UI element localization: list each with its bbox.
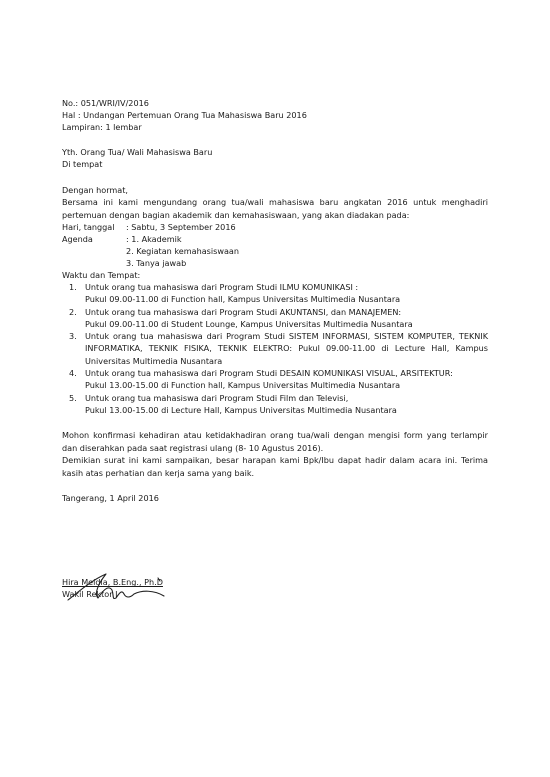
list-item-detail: Pukul 13.00-15.00 di Function hall, Kampus Universitas Multimedia Nusantara bbox=[85, 380, 401, 391]
list-item-number: 3. bbox=[69, 331, 77, 342]
list-item bbox=[62, 306, 488, 331]
recipient-place: Di tempat bbox=[62, 159, 103, 169]
list-item-program: Untuk orang tua mahasiswa dari Program Studi ILMU KOMUNIKASI : bbox=[85, 282, 359, 292]
list-item-program: Untuk orang tua mahasiswa dari Program Studi Film dan Televisi, bbox=[85, 392, 349, 403]
recipient: Yth. Orang Tua/ Wali Mahasiswa Baru bbox=[62, 147, 213, 157]
letter-attachment: Lampiran: 1 lembar bbox=[62, 122, 142, 132]
list-item-number: 5. bbox=[69, 392, 77, 403]
agenda-item: 3. Tanya jawab bbox=[126, 258, 187, 268]
signatory-name: Hira Meidia, B.Eng., Ph.D bbox=[62, 577, 163, 588]
handwritten-signature bbox=[62, 566, 182, 616]
confirmation-paragraph: Mohon konfirmasi kehadiran atau ketidakhadiran orang tua/wali dengan mengisi form yang terlampir dan diserahkan pada saat registrasi ulang (8- 10 Agustus 2016). bbox=[62, 430, 488, 453]
letter-page bbox=[62, 97, 488, 600]
list-item-program: Untuk orang tua mahasiswa dari Program Studi DESAIN KOMUNIKASI VISUAL, ARSITEKTUR: bbox=[85, 368, 453, 379]
schedule-list bbox=[62, 281, 488, 416]
letter-subject: Hal : Undangan Pertemuan Orang Tua Mahasiswa Baru 2016 bbox=[62, 110, 307, 120]
list-item-detail: Pukul 13.00-15.00 di Lecture Hall, Kampus Universitas Multimedia Nusantara bbox=[85, 404, 397, 415]
date-row bbox=[62, 221, 488, 233]
agenda-row bbox=[62, 233, 488, 245]
agenda-item: : 1. Akademik bbox=[126, 234, 182, 244]
signature-dot bbox=[158, 578, 160, 581]
schedule-heading: Waktu dan Tempat: bbox=[62, 270, 141, 280]
letter-number: No.: 051/WRI/IV/2016 bbox=[62, 98, 149, 108]
list-item-number: 4. bbox=[69, 368, 77, 379]
signature-stroke bbox=[68, 574, 164, 600]
list-item bbox=[62, 281, 488, 306]
list-item bbox=[62, 392, 488, 417]
agenda-item: 2. Kegiatan kemahasiswaan bbox=[126, 246, 240, 256]
list-item-number: 1. bbox=[69, 282, 77, 292]
list-item-detail: Pukul 09.00-11.00 di Function hall, Kampus Universitas Multimedia Nusantara bbox=[85, 294, 401, 305]
list-item-program: Untuk orang tua mahasiswa dari Program Studi AKUNTANSI, dan MANAJEMEN: bbox=[85, 306, 402, 317]
agenda-label: Agenda bbox=[62, 234, 93, 244]
list-item-program: Untuk orang tua mahasiswa dari Program Studi SISTEM INFORMASI, SISTEM KOMPUTER, TEKNIK INFORMATIKA, TEKNIK FISIKA, TEKNIK ELEKTRO: Pukul 09.00-11.00 di Lecture Hall, Kampus Universitas Multimedia Nusantara bbox=[85, 331, 488, 366]
list-item-detail: Pukul 09.00-11.00 di Student Lounge, Kampus Universitas Multimedia Nusantara bbox=[85, 318, 413, 329]
closing-paragraph: Demikian surat ini kami sampaikan, besar harapan kami Bpk/Ibu dapat hadir dalam acara ini. Terima kasih atas perhatian dan kerja sama yang baik. bbox=[62, 455, 488, 478]
place-date: Tangerang, 1 April 2016 bbox=[62, 493, 159, 504]
list-item bbox=[62, 367, 488, 392]
date-label: Hari, tanggal bbox=[62, 222, 115, 232]
intro-paragraph: Bersama ini kami mengundang orang tua/wali mahasiswa baru angkatan 2016 untuk menghadiri pertemuan dengan bagian akademik dan kemahasiswaan, yang akan diadakan pada: bbox=[62, 197, 488, 220]
signatory-title: Wakil Rektor I bbox=[62, 589, 118, 600]
date-value: : Sabtu, 3 September 2016 bbox=[126, 222, 236, 232]
list-item-number: 2. bbox=[69, 306, 77, 317]
list-item bbox=[62, 330, 488, 367]
greeting: Dengan hormat, bbox=[62, 185, 128, 195]
